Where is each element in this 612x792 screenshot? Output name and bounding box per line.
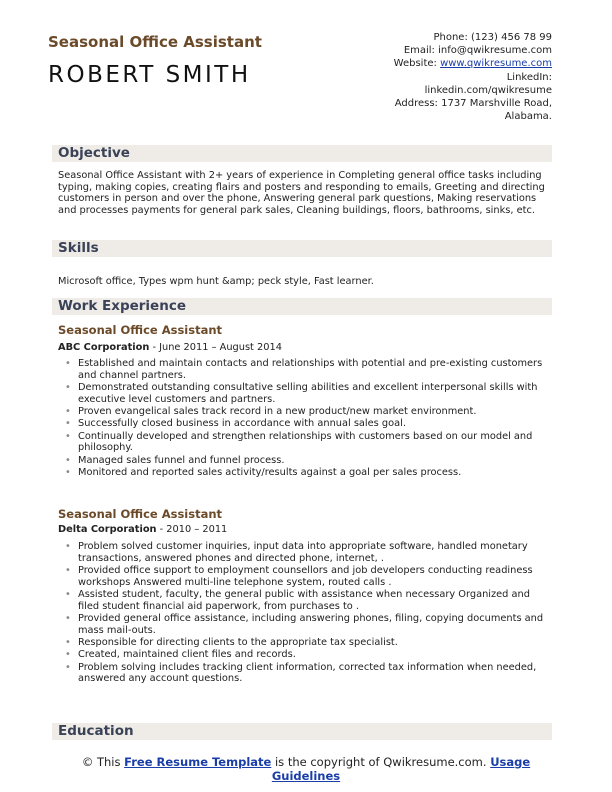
list-item: • Problem solving includes tracking client information, corrected tax information when needed, answered any account questions. (64, 662, 554, 685)
website-link[interactable]: www.qwikresume.com (440, 58, 552, 70)
skills-section-header (52, 240, 552, 257)
list-item: • Assisted student, faculty, the general public with assistance when necessary Organized and filed student financial aid paperwork, from purchases to . (64, 589, 554, 612)
job-1-title: Seasonal Office Assistant (58, 323, 223, 337)
contact-linkedin-label: LinkedIn: (506, 71, 552, 83)
job-1-dates: - June 2011 – August 2014 (149, 342, 282, 353)
objective-section-header (52, 145, 552, 162)
list-item: • Managed sales funnel and funnel process. (64, 455, 554, 467)
list-item: • Monitored and reported sales activity/results against a goal per sales process. (64, 467, 554, 479)
contact-website: Website: www.qwikresume.com (393, 58, 552, 70)
objective-text: Seasonal Office Assistant with 2+ years of experience in Completing general office tasks including typing, making copies, creating flairs and posters and responding to emails, Greeting and directing customers in person and over the phone, Answering general park questions, Making reservations and processes payments for general park sales, Cleaning buildings, floors, bathrooms, sinks, etc. (58, 170, 545, 216)
education-section-header (52, 723, 552, 740)
job-2-company-line (58, 524, 227, 535)
list-item: • Responsible for directing clients to the appropriate tax specialist. (64, 637, 554, 649)
contact-email: Email: info@qwikresume.com (403, 45, 552, 57)
objective-title: Objective (58, 145, 130, 161)
usage-link[interactable]: Usage (490, 755, 531, 769)
contact-linkedin: linkedin.com/qwikresume (424, 84, 552, 96)
list-item: • Continually developed and strengthen relationships with customers based on our model and philosophy. (64, 431, 554, 454)
guidelines-link[interactable]: Guidelines (271, 768, 341, 783)
contact-block (312, 31, 552, 123)
list-item: • Established and maintain contacts and relationships with potential and pre-existing customers and channel partners. (64, 358, 554, 381)
contact-address-line2: Alabama. (504, 111, 552, 123)
footer-prefix: © This (81, 755, 125, 769)
work-section-header (52, 298, 552, 315)
job-2-title: Seasonal Office Assistant (58, 507, 223, 521)
job-1-company-line (58, 342, 282, 353)
list-item: • Provided office support to employment counsellors and job developers conducting readiness workshops Answered multi-line telephone system, routed calls . (64, 565, 554, 588)
candidate-name: ROBERT SMITH (48, 62, 251, 88)
contact-address: Address: 1737 Marshville Road, (394, 98, 552, 110)
contact-phone: Phone: (123) 456 78 99 (433, 32, 552, 43)
list-item: • Created, maintained client files and records. (64, 649, 554, 661)
list-item: • Demonstrated outstanding consultative selling abilities and excellent interpersonal skills with executive level customers and partners. (64, 382, 554, 405)
skills-text: Microsoft office, Types wpm hunt &amp; peck style, Fast learner. (58, 276, 374, 287)
job-title: Seasonal Office Assistant (48, 33, 262, 51)
list-item: • Proven evangelical sales track record in a new product/new market environment. (64, 406, 554, 418)
job-2-dates: - 2010 – 2011 (156, 524, 228, 535)
free-resume-template-link[interactable]: Free Resume Template (124, 755, 272, 769)
skills-title: Skills (58, 240, 99, 256)
footer-middle: is the copyright of Qwikresume.com. (271, 755, 491, 769)
education-title: Education (58, 723, 134, 739)
job-2-bullets (64, 541, 554, 686)
resume-header (48, 30, 556, 130)
copyright-footer (0, 756, 612, 783)
job-2-company: Delta Corporation (58, 524, 157, 535)
job-1-company: ABC Corporation (58, 342, 150, 353)
job-1-bullets (64, 358, 554, 480)
work-title: Work Experience (58, 298, 186, 314)
list-item: • Provided general office assistance, including answering phones, filing, copying documents and mass mail-outs. (64, 613, 554, 636)
list-item: • Successfully closed business in accordance with annual sales goal. (64, 418, 554, 430)
list-item: • Problem solved customer inquiries, input data into appropriate software, handled monetary transactions, answered phones and directed phone, internet, . (64, 541, 554, 564)
